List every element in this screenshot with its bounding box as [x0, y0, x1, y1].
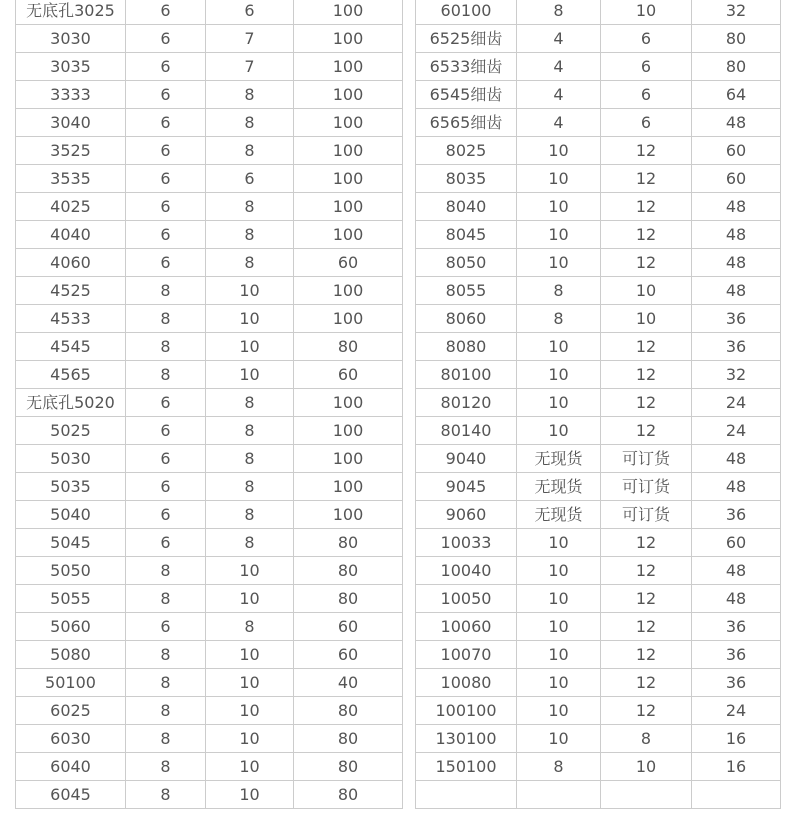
table-cell: 8	[126, 697, 206, 725]
table-cell: 48	[692, 109, 781, 137]
table-cell: 100	[294, 193, 403, 221]
table-cell: 可订货	[601, 445, 692, 473]
table-cell: 8	[126, 641, 206, 669]
table-cell: 6533细齿	[416, 53, 517, 81]
table-cell: 10	[601, 753, 692, 781]
table-cell: 无底孔3025	[16, 0, 126, 25]
table-cell: 8	[517, 0, 601, 25]
table-cell: 5045	[16, 529, 126, 557]
table-cell: 8050	[416, 249, 517, 277]
table-cell: 8	[206, 501, 294, 529]
table-row	[16, 249, 403, 277]
table-cell: 16	[692, 753, 781, 781]
table-row	[416, 669, 781, 697]
table-row	[416, 333, 781, 361]
table-cell: 48	[692, 473, 781, 501]
table-cell: 4545	[16, 333, 126, 361]
table-cell: 10033	[416, 529, 517, 557]
table-cell: 8060	[416, 305, 517, 333]
table-cell: 6	[601, 109, 692, 137]
table-row	[16, 389, 403, 417]
table-cell: 8	[206, 473, 294, 501]
table-row	[416, 137, 781, 165]
table-cell: 8	[601, 725, 692, 753]
table-cell: 32	[692, 361, 781, 389]
table-cell: 48	[692, 249, 781, 277]
table-cell: 6040	[16, 753, 126, 781]
table-cell: 6	[601, 53, 692, 81]
right-spec-table	[415, 0, 781, 809]
table-cell: 8	[126, 305, 206, 333]
table-cell: 36	[692, 305, 781, 333]
table-row	[416, 165, 781, 193]
table-cell: 12	[601, 165, 692, 193]
table-row	[416, 109, 781, 137]
table-row	[16, 361, 403, 389]
table-cell: 60	[294, 361, 403, 389]
table-cell: 10	[206, 641, 294, 669]
table-cell: 6	[601, 81, 692, 109]
table-cell: 5035	[16, 473, 126, 501]
table-cell: 4	[517, 53, 601, 81]
table-cell: 6	[126, 249, 206, 277]
table-row	[416, 585, 781, 613]
table-cell: 80	[692, 25, 781, 53]
table-cell: 8	[126, 277, 206, 305]
table-cell: 12	[601, 613, 692, 641]
table-cell: 80	[294, 585, 403, 613]
table-cell: 100	[294, 389, 403, 417]
table-cell: 12	[601, 641, 692, 669]
table-cell: 10080	[416, 669, 517, 697]
table-row	[16, 585, 403, 613]
table-row	[416, 529, 781, 557]
table-cell: 8	[206, 389, 294, 417]
table-row	[16, 81, 403, 109]
table-cell: 48	[692, 445, 781, 473]
table-cell: 48	[692, 193, 781, 221]
table-cell: 6	[206, 0, 294, 25]
table-cell: 5025	[16, 417, 126, 445]
table-cell: 100	[294, 473, 403, 501]
table-cell: 8	[126, 725, 206, 753]
table-row	[416, 781, 781, 809]
table-cell: 6	[126, 165, 206, 193]
table-cell: 9045	[416, 473, 517, 501]
table-row	[416, 613, 781, 641]
table-cell: 80120	[416, 389, 517, 417]
table-cell: 10060	[416, 613, 517, 641]
table-row	[416, 81, 781, 109]
table-cell: 6	[126, 109, 206, 137]
table-row	[416, 221, 781, 249]
table-cell: 5080	[16, 641, 126, 669]
table-cell: 8035	[416, 165, 517, 193]
table-row	[16, 613, 403, 641]
table-cell: 80	[692, 53, 781, 81]
table-cell: 10	[517, 585, 601, 613]
table-cell: 8	[517, 305, 601, 333]
table-row	[416, 361, 781, 389]
table-cell: 130100	[416, 725, 517, 753]
table-row	[16, 669, 403, 697]
table-cell: 8	[206, 81, 294, 109]
table-cell: 无底孔5020	[16, 389, 126, 417]
table-cell: 12	[601, 669, 692, 697]
table-cell: 80	[294, 557, 403, 585]
table-row	[416, 445, 781, 473]
table-cell: 6525细齿	[416, 25, 517, 53]
table-cell: 3030	[16, 25, 126, 53]
table-cell: 40	[294, 669, 403, 697]
table-row	[16, 417, 403, 445]
table-cell: 12	[601, 249, 692, 277]
table-cell: 24	[692, 417, 781, 445]
table-row	[16, 445, 403, 473]
table-cell: 12	[601, 361, 692, 389]
table-row	[16, 25, 403, 53]
table-cell: 100	[294, 277, 403, 305]
table-cell: 无现货	[517, 501, 601, 529]
table-cell: 80	[294, 697, 403, 725]
table-cell: 100	[294, 417, 403, 445]
table-row	[416, 0, 781, 25]
table-cell: 100	[294, 221, 403, 249]
table-cell: 6565细齿	[416, 109, 517, 137]
table-cell: 4533	[16, 305, 126, 333]
table-cell: 3535	[16, 165, 126, 193]
table-cell: 100	[294, 81, 403, 109]
table-cell: 10	[517, 165, 601, 193]
table-row	[416, 501, 781, 529]
table-cell: 10	[517, 417, 601, 445]
table-cell: 6	[126, 81, 206, 109]
table-row	[416, 193, 781, 221]
table-row	[416, 557, 781, 585]
table-cell	[517, 781, 601, 809]
table-cell: 12	[601, 529, 692, 557]
table-cell: 3035	[16, 53, 126, 81]
table-cell: 24	[692, 697, 781, 725]
table-cell: 无现货	[517, 445, 601, 473]
table-cell: 10040	[416, 557, 517, 585]
table-cell: 8	[517, 277, 601, 305]
table-cell: 8	[206, 445, 294, 473]
table-cell: 10	[206, 585, 294, 613]
table-cell: 8	[126, 361, 206, 389]
table-cell: 80	[294, 529, 403, 557]
table-cell: 6	[126, 25, 206, 53]
table-cell: 10	[517, 221, 601, 249]
table-cell: 6	[126, 473, 206, 501]
table-row	[16, 109, 403, 137]
table-cell: 60	[692, 137, 781, 165]
table-cell	[416, 781, 517, 809]
table-row	[416, 417, 781, 445]
table-cell: 3333	[16, 81, 126, 109]
table-cell: 可订货	[601, 473, 692, 501]
table-cell: 100100	[416, 697, 517, 725]
table-cell: 5055	[16, 585, 126, 613]
table-row	[16, 277, 403, 305]
table-cell: 8	[517, 753, 601, 781]
table-cell: 36	[692, 613, 781, 641]
table-cell: 8	[206, 529, 294, 557]
table-cell: 6545细齿	[416, 81, 517, 109]
table-cell: 10	[517, 389, 601, 417]
table-cell: 80	[294, 753, 403, 781]
table-cell: 100	[294, 137, 403, 165]
table-cell: 6	[126, 529, 206, 557]
table-cell: 12	[601, 557, 692, 585]
table-cell: 10	[206, 669, 294, 697]
table-cell: 12	[601, 697, 692, 725]
table-cell: 10	[206, 361, 294, 389]
table-cell: 36	[692, 333, 781, 361]
table-row	[16, 0, 403, 25]
table-cell: 无现货	[517, 473, 601, 501]
table-cell: 10	[517, 697, 601, 725]
table-cell: 6	[126, 445, 206, 473]
table-cell: 100	[294, 445, 403, 473]
table-cell: 10	[206, 697, 294, 725]
table-row	[16, 529, 403, 557]
table-row	[16, 165, 403, 193]
table-cell: 6	[126, 389, 206, 417]
table-cell: 6	[206, 165, 294, 193]
table-cell: 12	[601, 193, 692, 221]
table-row	[416, 753, 781, 781]
table-cell: 100	[294, 0, 403, 25]
table-cell: 7	[206, 53, 294, 81]
table-cell: 12	[601, 585, 692, 613]
table-cell: 5030	[16, 445, 126, 473]
table-cell: 6025	[16, 697, 126, 725]
table-cell: 8025	[416, 137, 517, 165]
table-cell: 60	[294, 613, 403, 641]
table-cell: 8	[206, 417, 294, 445]
table-cell: 80	[294, 725, 403, 753]
table-cell: 100	[294, 305, 403, 333]
table-cell: 8080	[416, 333, 517, 361]
table-cell: 8	[206, 613, 294, 641]
table-row	[16, 305, 403, 333]
table-cell: 9040	[416, 445, 517, 473]
table-cell: 10	[517, 193, 601, 221]
table-cell: 8	[126, 557, 206, 585]
table-cell: 100	[294, 109, 403, 137]
table-row	[416, 53, 781, 81]
table-cell: 3040	[16, 109, 126, 137]
table-cell: 12	[601, 389, 692, 417]
table-cell: 6045	[16, 781, 126, 809]
table-cell: 可订货	[601, 501, 692, 529]
table-cell: 10	[206, 753, 294, 781]
table-cell: 6030	[16, 725, 126, 753]
table-cell: 4040	[16, 221, 126, 249]
table-cell: 4	[517, 81, 601, 109]
table-row	[16, 753, 403, 781]
table-cell: 7	[206, 25, 294, 53]
table-cell	[601, 781, 692, 809]
table-cell: 8	[206, 193, 294, 221]
table-row	[16, 333, 403, 361]
table-cell: 100	[294, 53, 403, 81]
table-cell: 6	[126, 53, 206, 81]
table-cell: 80100	[416, 361, 517, 389]
table-cell: 10	[517, 725, 601, 753]
table-cell: 8	[206, 221, 294, 249]
table-cell: 5050	[16, 557, 126, 585]
table-row	[416, 641, 781, 669]
table-cell: 6	[126, 501, 206, 529]
table-cell: 10	[206, 725, 294, 753]
table-cell: 10	[206, 333, 294, 361]
table-cell: 10	[517, 137, 601, 165]
table-cell: 6	[126, 137, 206, 165]
table-cell: 12	[601, 137, 692, 165]
table-cell: 16	[692, 725, 781, 753]
table-cell: 10	[206, 277, 294, 305]
table-cell: 9060	[416, 501, 517, 529]
table-cell: 6	[126, 193, 206, 221]
table-cell: 8	[206, 109, 294, 137]
table-cell: 48	[692, 557, 781, 585]
table-cell: 24	[692, 389, 781, 417]
table-cell: 60	[692, 165, 781, 193]
table-cell: 10050	[416, 585, 517, 613]
table-cell: 80	[294, 781, 403, 809]
left-spec-table	[15, 0, 403, 809]
table-cell: 10	[206, 305, 294, 333]
table-cell: 10	[517, 361, 601, 389]
table-row	[16, 641, 403, 669]
table-cell: 8	[126, 753, 206, 781]
table-row	[416, 25, 781, 53]
table-row	[416, 697, 781, 725]
table-cell: 64	[692, 81, 781, 109]
table-cell: 36	[692, 669, 781, 697]
table-cell: 6	[126, 613, 206, 641]
table-cell: 5040	[16, 501, 126, 529]
table-cell: 12	[601, 417, 692, 445]
table-row	[16, 137, 403, 165]
table-cell: 10	[601, 0, 692, 25]
table-cell: 6	[126, 0, 206, 25]
table-cell: 10	[517, 613, 601, 641]
table-cell: 8	[126, 781, 206, 809]
table-cell: 4565	[16, 361, 126, 389]
table-cell: 48	[692, 585, 781, 613]
table-cell: 4060	[16, 249, 126, 277]
table-row	[416, 389, 781, 417]
table-cell: 80	[294, 333, 403, 361]
table-cell: 60	[692, 529, 781, 557]
table-cell: 32	[692, 0, 781, 25]
table-cell: 60	[294, 249, 403, 277]
table-cell: 150100	[416, 753, 517, 781]
table-row	[16, 193, 403, 221]
table-cell: 50100	[16, 669, 126, 697]
table-cell: 8045	[416, 221, 517, 249]
table-cell: 4	[517, 109, 601, 137]
table-cell: 48	[692, 277, 781, 305]
table-cell: 100	[294, 25, 403, 53]
table-cell: 8	[206, 137, 294, 165]
table-cell: 3525	[16, 137, 126, 165]
table-cell: 8	[126, 669, 206, 697]
table-row	[16, 501, 403, 529]
table-row	[416, 277, 781, 305]
table-cell: 36	[692, 501, 781, 529]
table-cell: 10070	[416, 641, 517, 669]
table-cell: 6	[601, 25, 692, 53]
table-cell: 36	[692, 641, 781, 669]
table-row	[16, 557, 403, 585]
table-cell: 10	[517, 557, 601, 585]
table-row	[16, 473, 403, 501]
table-cell: 8040	[416, 193, 517, 221]
table-cell: 6	[126, 221, 206, 249]
table-cell: 8	[206, 249, 294, 277]
table-cell: 4525	[16, 277, 126, 305]
table-cell: 10	[601, 277, 692, 305]
table-cell: 60100	[416, 0, 517, 25]
table-row	[16, 781, 403, 809]
table-row	[416, 725, 781, 753]
table-cell: 6	[126, 417, 206, 445]
table-cell: 12	[601, 221, 692, 249]
table-row	[416, 305, 781, 333]
table-cell: 10	[206, 557, 294, 585]
table-row	[16, 697, 403, 725]
table-row	[16, 221, 403, 249]
table-cell: 10	[517, 333, 601, 361]
table-cell: 100	[294, 501, 403, 529]
table-cell: 10	[517, 641, 601, 669]
table-row	[416, 249, 781, 277]
table-cell: 4	[517, 25, 601, 53]
table-cell: 80140	[416, 417, 517, 445]
table-cell: 60	[294, 641, 403, 669]
table-cell: 10	[517, 249, 601, 277]
table-cell: 12	[601, 333, 692, 361]
table-row	[16, 725, 403, 753]
table-cell: 10	[206, 781, 294, 809]
table-row	[416, 473, 781, 501]
table-cell: 8055	[416, 277, 517, 305]
table-cell: 10	[517, 669, 601, 697]
table-cell: 48	[692, 221, 781, 249]
table-row	[16, 53, 403, 81]
table-cell	[692, 781, 781, 809]
table-cell: 4025	[16, 193, 126, 221]
table-cell: 5060	[16, 613, 126, 641]
table-cell: 10	[601, 305, 692, 333]
table-cell: 8	[126, 333, 206, 361]
table-cell: 8	[126, 585, 206, 613]
table-cell: 100	[294, 165, 403, 193]
table-cell: 10	[517, 529, 601, 557]
